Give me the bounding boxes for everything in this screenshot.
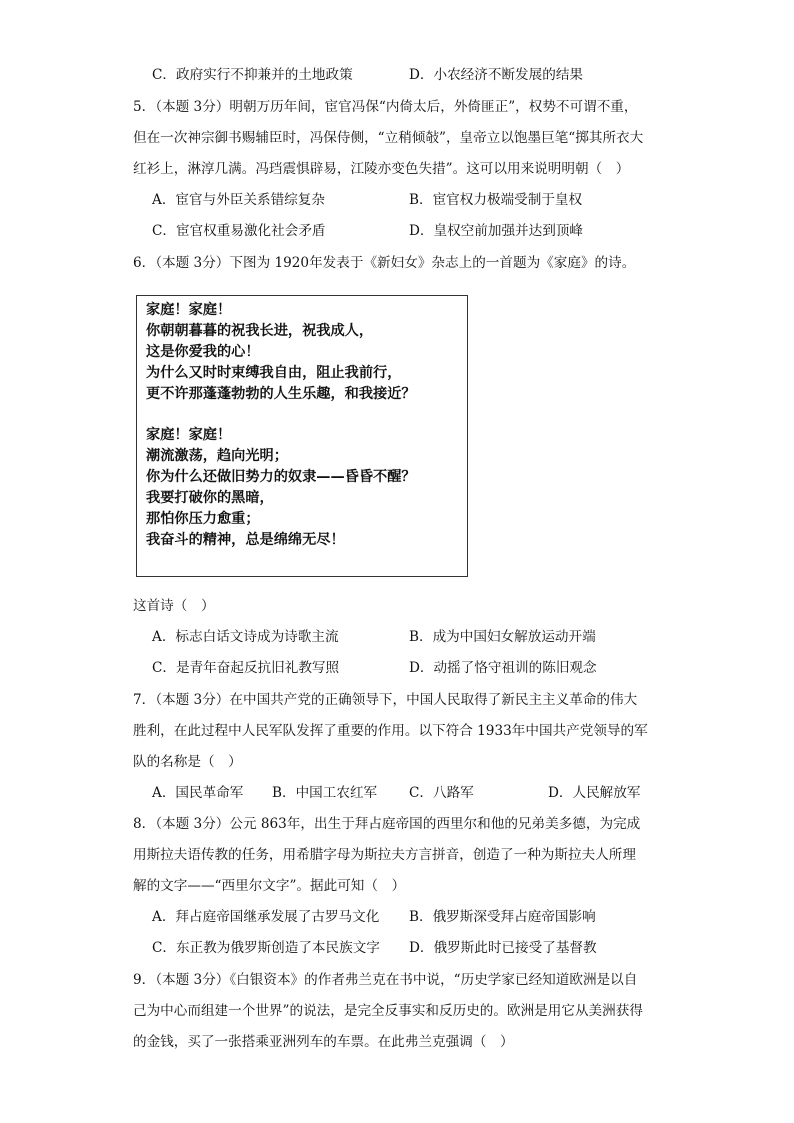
q8-stem-line-1: 8．（本题 3分）公元 863年，出生于拜占庭帝国的西里尔和他的兄弟美多德，为完成 [133, 816, 641, 832]
q6-option-a: A．标志白话文诗成为诗歌主流 [152, 629, 339, 645]
q6-option-b: B．成为中国妇女解放运动开端 [409, 629, 596, 645]
q6-question: 这首诗（ ） [133, 598, 215, 614]
q5-option-b: B．宦官权力极端受制于皇权 [409, 192, 583, 208]
poem-line: 家庭！家庭！ [146, 427, 232, 443]
q8-option-c: C．东正教为俄罗斯创造了本民族文字 [152, 940, 380, 956]
q5-option-a: A．宦官与外臣关系错综复杂 [152, 192, 325, 208]
q5-stem-line-1: 5．（本题 3分）明朝万历年间，宦官冯保“内倚太后，外倚匪正”，权势不可谓不重， [133, 99, 638, 115]
q4-option-c: C．政府实行不抑兼并的土地政策 [152, 67, 353, 83]
q9-stem-line-1: 9．（本题 3分）《白银资本》的作者弗兰克在书中说，“历史学家已经知道欧洲是以自 [133, 972, 638, 988]
poem-line: 我要打破你的黑暗， [146, 490, 274, 506]
poem-line: 那怕你压力愈重； [146, 511, 260, 527]
q9-stem-line-2: 己为中心而组建一个世界”的说法，是完全反事实和反历史的。欧洲是用它从美洲获得 [133, 1003, 643, 1019]
poem-line: 为什么又时时束缚我自由，阻止我前行， [146, 365, 402, 381]
q7-option-d: D．人民解放军 [548, 785, 641, 801]
q8-stem-line-3: 解的文字——“西里尔文字”。据此可知（ ） [133, 878, 406, 894]
poem-line: 你为什么还做旧势力的奴隶——昏昏不醒？ [146, 469, 416, 485]
q4-option-d: D．小农经济不断发展的结果 [409, 67, 584, 83]
q6-stem-line-1: 6．（本题 3分）下图为 1920年发表于《新妇女》杂志上的一首题为《家庭》的诗。 [133, 255, 636, 271]
q6-option-d: D．动摇了恪守祖训的陈旧观念 [409, 660, 597, 676]
poem-line: 这是你爱我的心！ [146, 344, 260, 360]
poem-line: 更不许那蓬蓬勃勃的人生乐趣，和我接近？ [146, 386, 416, 402]
q7-option-b: B．中国工农红军 [272, 785, 378, 801]
q8-option-b: B．俄罗斯深受拜占庭帝国影响 [409, 909, 596, 925]
q7-stem-line-3: 队的名称是（ ） [133, 754, 242, 770]
q7-stem-line-2: 胜利，在此过程中人民军队发挥了重要的作用。以下符合 1933年中国共产党领导的军 [133, 723, 648, 739]
q8-option-d: D．俄罗斯此时已接受了基督教 [409, 940, 597, 956]
q8-stem-line-2: 用斯拉夫语传教的任务，用希腊字母为斯拉夫方言拼音，创造了一种为斯拉夫人所理 [133, 847, 636, 863]
q5-option-d: D．皇权空前加强并达到顶峰 [409, 223, 584, 239]
q7-option-a: A．国民革命军 [152, 785, 244, 801]
q9-stem-line-3: 的金钱，买了一张搭乘亚洲列车的车票。在此弗兰克强调（ ） [133, 1034, 514, 1050]
poem-line: 你朝朝暮暮的祝我长进，祝我成人， [146, 323, 374, 339]
poem-line: 家庭！家庭！ [146, 302, 232, 318]
q7-option-c: C．八路军 [409, 785, 474, 801]
q8-option-a: A．拜占庭帝国继承发展了古罗马文化 [152, 909, 380, 925]
q5-stem-line-2: 但在一次神宗御书赐辅臣时，冯保侍侧，“立稍倾敧”，皇帝立以饱墨巨笔“掷其所衣大 [133, 130, 644, 146]
q7-stem-line-1: 7．（本题 3分）在中国共产党的正确领导下，中国人民取得了新民主主义革命的伟大 [133, 692, 638, 708]
poem-box [136, 295, 468, 577]
q5-stem-line-3: 红衫上，淋淳几满。冯珰震惧辟易，江陵亦变色失措”。这可以用来说明明朝（ ） [133, 161, 630, 177]
q5-option-c: C．宦官权重易激化社会矛盾 [152, 223, 326, 239]
poem-line: 我奋斗的精神，总是绵绵无尽！ [146, 532, 345, 548]
poem-line: 潮流激荡，趋向光明； [146, 448, 288, 464]
q6-option-c: C．是青年奋起反抗旧礼教写照 [152, 660, 340, 676]
